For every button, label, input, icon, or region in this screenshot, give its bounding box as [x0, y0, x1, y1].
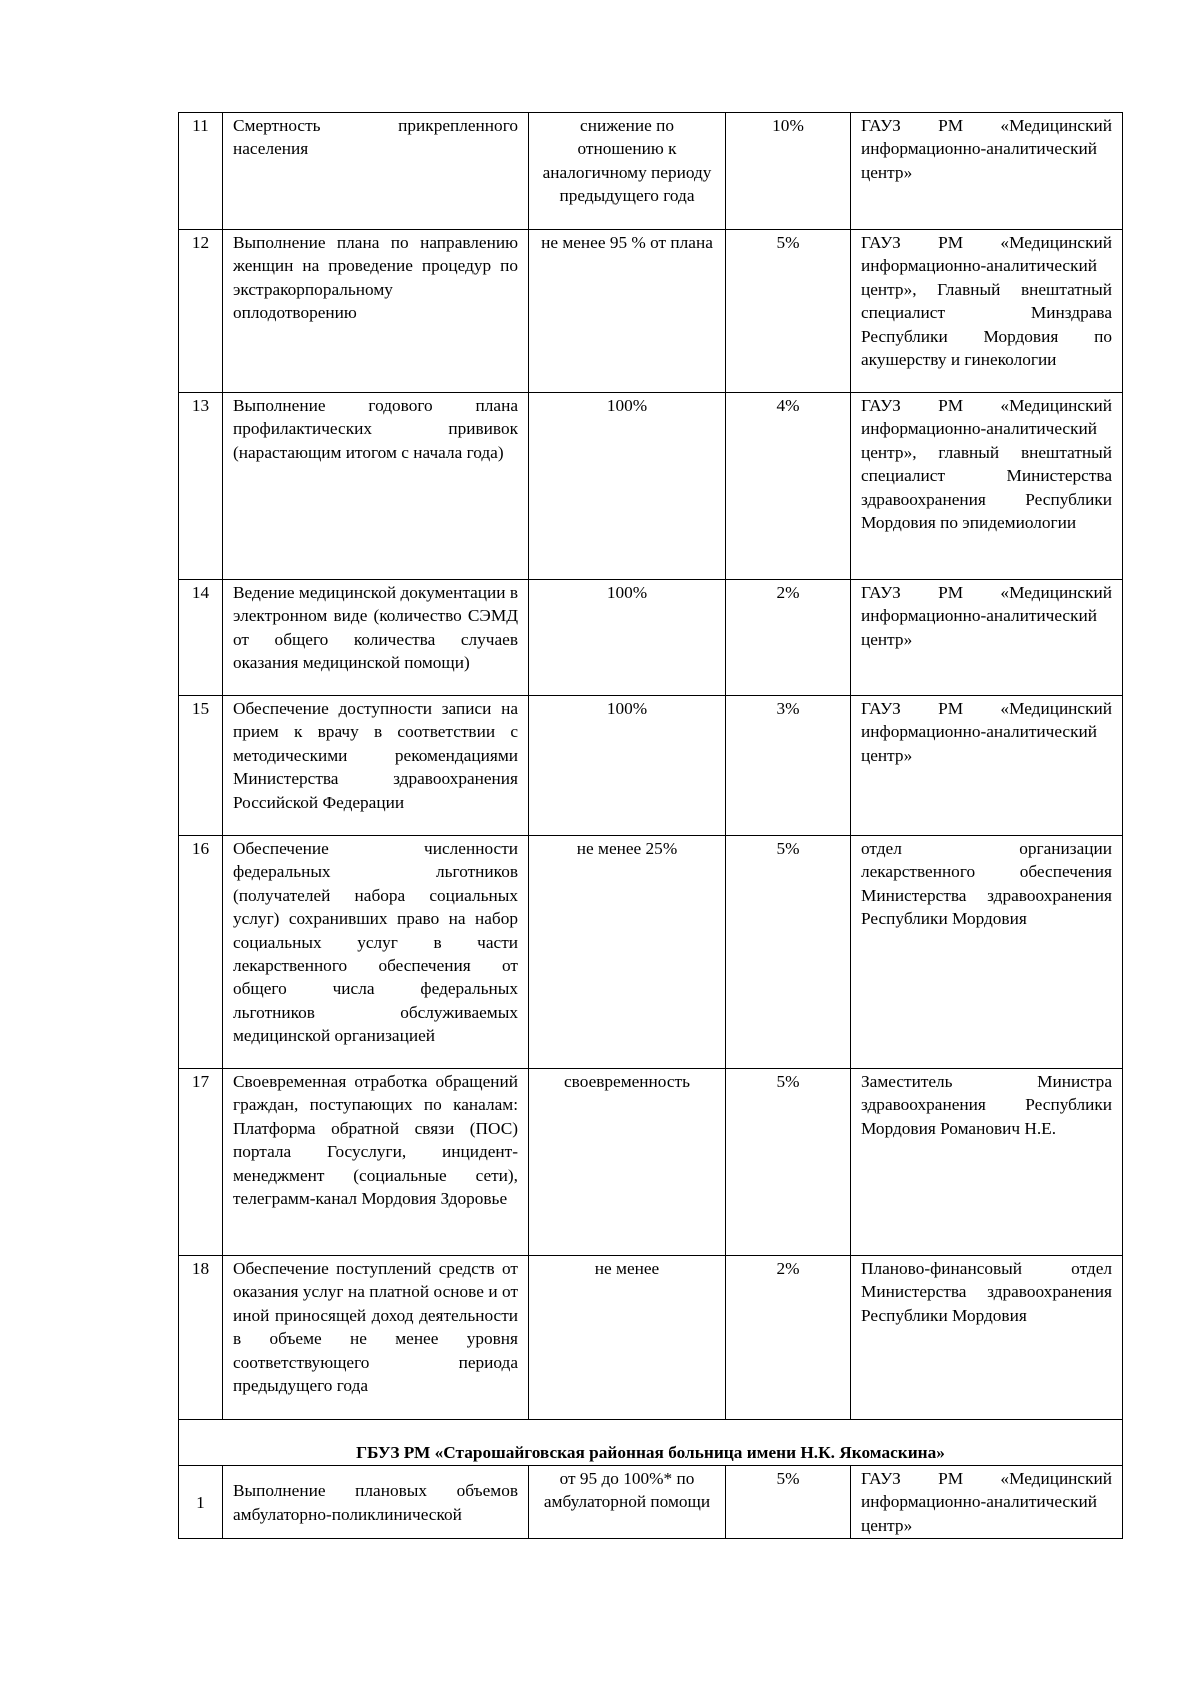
weight-cell: 5%: [726, 1466, 851, 1539]
responsible-cell: Планово-финансовый отдел Министерства здравоохранения Республики Мордовия: [851, 1256, 1123, 1420]
weight-cell: 2%: [726, 1256, 851, 1420]
criterion-cell: Смертность прикрепленного населения: [223, 113, 529, 230]
target-value-cell: не менее: [529, 1256, 726, 1420]
target-value-cell: 100%: [529, 580, 726, 696]
target-value-cell: от 95 до 100%* по амбулаторной помощи: [529, 1466, 726, 1539]
row-number: 16: [179, 836, 223, 1069]
criterion-cell: Обеспечение численности федеральных льготников (получателей набора социальных услуг) сохранивших право на набор социальных услуг в части лекарственного обеспечения от общего числа федеральных льготников обслуживаемых медицинской организацией: [223, 836, 529, 1069]
table-row: [179, 580, 1123, 696]
section-title: ГБУЗ РМ «Старошайговская районная больница имени Н.К. Якомаскина»: [179, 1420, 1123, 1466]
criterion-cell: Обеспечение доступности записи на прием к врачу в соответствии с методическими рекомендациями Министерства здравоохранения Российской Федерации: [223, 696, 529, 836]
table-row: [179, 230, 1123, 393]
criterion-cell: Обеспечение поступлений средств от оказания услуг на платной основе и от иной приносящей доход деятельности в объеме не менее уровня соответствующего периода предыдущего года: [223, 1256, 529, 1420]
target-value-cell: снижение по отношению к аналогичному периоду предыдущего года: [529, 113, 726, 230]
weight-cell: 5%: [726, 836, 851, 1069]
responsible-cell: ГАУЗ РМ «Медицинский информационно-аналитический центр», главный внештатный специалист Министерства здравоохранения Республики Мордовия по эпидемиологии: [851, 393, 1123, 580]
responsible-cell: отдел организации лекарственного обеспечения Министерства здравоохранения Республики Мордовия: [851, 836, 1123, 1069]
table-row: [179, 1256, 1123, 1420]
responsible-cell: ГАУЗ РМ «Медицинский информационно-аналитический центр», Главный внештатный специалист Минздрава Республики Мордовия по акушерству и гинекологии: [851, 230, 1123, 393]
responsible-cell: ГАУЗ РМ «Медицинский информационно-аналитический центр»: [851, 696, 1123, 836]
responsible-cell: ГАУЗ РМ «Медицинский информационно-аналитический центр»: [851, 113, 1123, 230]
criterion-cell: Выполнение плановых объемов амбулаторно-поликлинической: [223, 1466, 529, 1539]
target-value-cell: не менее 25%: [529, 836, 726, 1069]
target-value-cell: не менее 95 % от плана: [529, 230, 726, 393]
table-row: [179, 1069, 1123, 1256]
row-number: 18: [179, 1256, 223, 1420]
table-row: [179, 113, 1123, 230]
responsible-cell: Заместитель Министра здравоохранения Республики Мордовия Романович Н.Е.: [851, 1069, 1123, 1256]
responsible-cell: ГАУЗ РМ «Медицинский информационно-аналитический центр»: [851, 580, 1123, 696]
section-header-row: [179, 1420, 1123, 1466]
target-value-cell: 100%: [529, 696, 726, 836]
target-value-cell: 100%: [529, 393, 726, 580]
responsible-cell: ГАУЗ РМ «Медицинский информационно-аналитический центр»: [851, 1466, 1123, 1539]
table-row: [179, 836, 1123, 1069]
table-row: [179, 696, 1123, 836]
weight-cell: 2%: [726, 580, 851, 696]
target-value-cell: своевременность: [529, 1069, 726, 1256]
weight-cell: 10%: [726, 113, 851, 230]
criterion-cell: Своевременная отработка обращений граждан, поступающих по каналам: Платформа обратной связи (ПОС) портала Госуслуги, инцидент-менеджмент (социальные сети), телеграмм-канал Мордовия Здоровье: [223, 1069, 529, 1256]
row-number: 11: [179, 113, 223, 230]
row-number: 13: [179, 393, 223, 580]
row-number: 17: [179, 1069, 223, 1256]
criterion-cell: Выполнение годового плана профилактических прививок (нарастающим итогом с начала года): [223, 393, 529, 580]
criterion-cell: Выполнение плана по направлению женщин на проведение процедур по экстракорпоральному оплодотворению: [223, 230, 529, 393]
table-row: [179, 393, 1123, 580]
criterion-cell: Ведение медицинской документации в электронном виде (количество СЭМД от общего количества случаев оказания медицинской помощи): [223, 580, 529, 696]
row-number: 12: [179, 230, 223, 393]
weight-cell: 5%: [726, 230, 851, 393]
table-row: [179, 1466, 1123, 1539]
weight-cell: 3%: [726, 696, 851, 836]
row-number: 15: [179, 696, 223, 836]
criteria-table: [178, 112, 1123, 1539]
weight-cell: 4%: [726, 393, 851, 580]
row-number: 14: [179, 580, 223, 696]
weight-cell: 5%: [726, 1069, 851, 1256]
row-number: 1: [179, 1466, 223, 1539]
